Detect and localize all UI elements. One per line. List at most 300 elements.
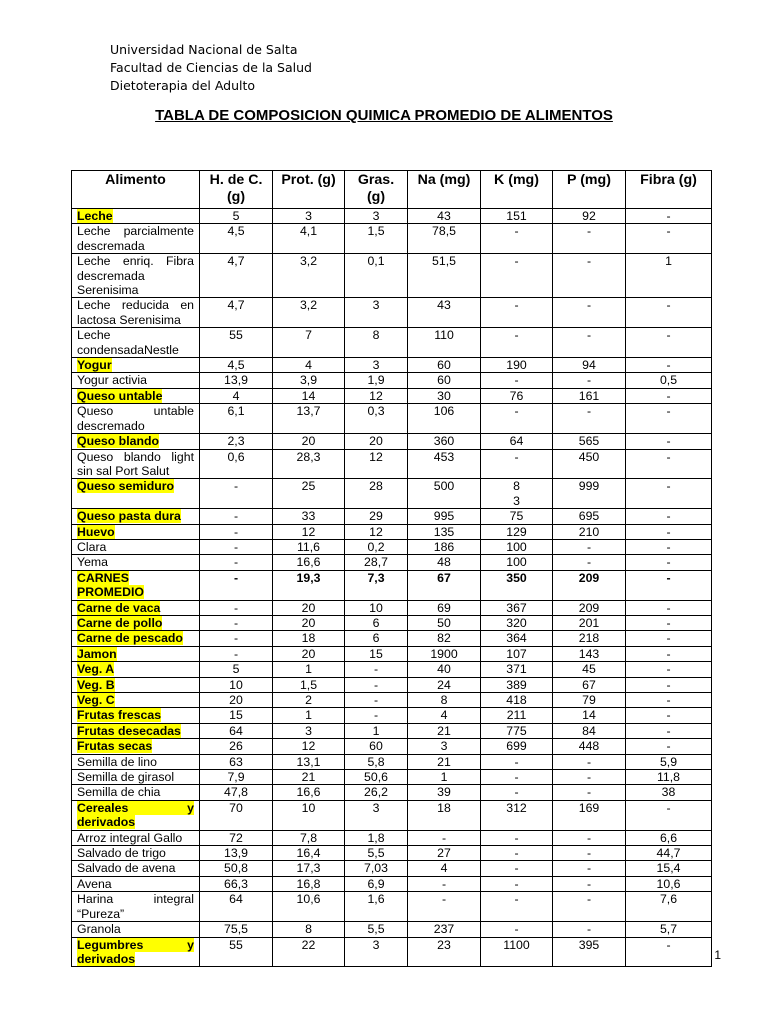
value-cell: 1100 [481,937,553,967]
value-cell: 14 [553,708,626,723]
value-cell: 151 [481,209,553,224]
value-cell: 6,1 [200,404,273,434]
value-cell: 364 [481,631,553,646]
value-cell: 29 [345,509,408,524]
food-name: Frutas frescas [77,708,162,723]
value-cell: - [626,479,712,509]
value-cell: 70 [200,800,273,830]
food-name: Clara [77,539,107,554]
table-row [72,328,712,358]
value-cell: - [553,846,626,861]
document-header [110,41,312,95]
value-cell: - [553,830,626,845]
value-cell: 38 [626,785,712,800]
value-cell: - [481,892,553,922]
food-name-cell [72,785,200,800]
composition-table [71,170,712,967]
food-name-cell [72,209,200,224]
food-name: Semilla de chia [77,785,161,800]
food-name: Yema [77,555,108,570]
value-cell: - [626,509,712,524]
value-cell: - [200,539,273,554]
value-cell: 100 [481,555,553,570]
food-name-cell [72,800,200,830]
food-name-cell [72,555,200,570]
value-cell: - [626,739,712,754]
value-cell: 320 [481,615,553,630]
value-cell: 67 [408,570,481,600]
value-cell: 5,9 [626,754,712,769]
value-cell: - [626,631,712,646]
value-cell: 25 [273,479,345,509]
value-cell: 3 [273,209,345,224]
header-sodio: Na (mg) [408,171,481,209]
value-cell: 10,6 [273,892,345,922]
value-cell: 11,6 [273,539,345,554]
value-cell: 4,7 [200,254,273,298]
food-name: Yogur [77,358,112,373]
value-cell: 23 [408,937,481,967]
value-cell: 4,7 [200,298,273,328]
table-row [72,600,712,615]
value-cell: 92 [553,209,626,224]
food-name: Frutas secas [77,739,153,754]
value-cell: 106 [408,404,481,434]
value-cell: - [626,328,712,358]
value-cell: - [481,876,553,891]
value-cell: 360 [408,434,481,449]
food-name-cell [72,615,200,630]
food-name-cell [72,739,200,754]
value-cell: 695 [553,509,626,524]
food-name: Leche parcialmente descremada [77,224,194,253]
value-cell: 64 [200,892,273,922]
value-cell: - [553,404,626,434]
table-row [72,209,712,224]
value-cell: - [481,754,553,769]
food-name: Queso semiduro [77,479,175,494]
value-cell: 14 [273,388,345,403]
value-cell: - [626,388,712,403]
value-cell: - [626,539,712,554]
value-cell: - [626,677,712,692]
value-cell: - [553,754,626,769]
value-cell: - [553,922,626,937]
table-row [72,846,712,861]
header-university: Universidad Nacional de Salta [110,42,298,57]
value-cell: 0,6 [200,449,273,479]
value-cell: - [481,254,553,298]
value-cell: 995 [408,509,481,524]
food-name-cell [72,631,200,646]
food-name-cell [72,846,200,861]
food-name-cell [72,570,200,600]
value-cell: 27 [408,846,481,861]
value-cell: 60 [408,358,481,373]
value-cell: 0,1 [345,254,408,298]
value-cell: 43 [408,298,481,328]
table-row [72,388,712,403]
table-row [72,708,712,723]
value-cell: - [345,662,408,677]
value-cell: 64 [200,723,273,738]
value-cell: 3 [408,739,481,754]
table-row [72,892,712,922]
value-cell: 7,03 [345,861,408,876]
value-cell: 43 [408,209,481,224]
value-cell: - [553,254,626,298]
food-name: Leche reducida en lactosa Serenisima [77,298,194,327]
value-cell: 12 [273,524,345,539]
table-row [72,693,712,708]
food-name-cell [72,254,200,298]
table-row [72,539,712,554]
value-cell: 1 [345,723,408,738]
value-cell: 3 [345,800,408,830]
value-cell: - [553,770,626,785]
value-cell: 169 [553,800,626,830]
food-name: Queso untable [77,388,163,403]
value-cell: 51,5 [408,254,481,298]
value-cell: 5,5 [345,846,408,861]
value-cell: 15 [345,646,408,661]
value-cell: 1,5 [345,224,408,254]
value-cell: 15 [200,708,273,723]
value-cell: 13,9 [200,846,273,861]
value-cell: 13,9 [200,373,273,388]
food-name: Carne de vaca [77,600,161,615]
value-cell: - [553,861,626,876]
value-cell: 16,8 [273,876,345,891]
value-cell: 4 [200,388,273,403]
food-name: Legumbres y derivados [77,937,194,966]
value-cell: 75 [481,509,553,524]
food-name-cell [72,539,200,554]
value-cell: - [200,646,273,661]
value-cell: 16,6 [273,555,345,570]
value-cell: 3 [345,209,408,224]
value-cell: 21 [408,723,481,738]
value-cell: 3 [273,723,345,738]
value-cell: - [626,693,712,708]
value-cell: 1 [408,770,481,785]
table-row [72,876,712,891]
value-cell: 44,7 [626,846,712,861]
value-cell: 6 [345,615,408,630]
value-cell: - [408,830,481,845]
value-cell: - [626,524,712,539]
value-cell: - [345,677,408,692]
header-faculty: Facultad de Ciencias de la Salud [110,60,312,75]
food-name-cell [72,861,200,876]
table-row [72,937,712,967]
value-cell: 69 [408,600,481,615]
food-name-cell [72,892,200,922]
value-cell: - [553,373,626,388]
food-name-cell [72,693,200,708]
food-name-cell [72,358,200,373]
food-name-cell [72,373,200,388]
value-cell: 18 [273,631,345,646]
value-cell: 67 [553,677,626,692]
header-fibra: Fibra (g) [626,171,712,209]
value-cell: 186 [408,539,481,554]
food-name-cell [72,524,200,539]
value-cell: - [481,328,553,358]
value-cell: - [553,224,626,254]
table-row [72,922,712,937]
value-cell: 190 [481,358,553,373]
table-row [72,723,712,738]
food-name-cell [72,677,200,692]
food-name: Yogur activia [77,373,147,388]
value-cell: 3,2 [273,298,345,328]
value-cell: 210 [553,524,626,539]
value-cell: 8 [273,922,345,937]
value-cell: 6,9 [345,876,408,891]
value-cell: - [626,937,712,967]
value-cell: 8 [345,328,408,358]
value-cell: - [481,846,553,861]
value-cell: 84 [553,723,626,738]
value-cell: 12 [345,524,408,539]
value-cell: 161 [553,388,626,403]
food-name: Salvado de avena [77,861,176,876]
value-cell: 4 [408,708,481,723]
value-cell: 10 [200,677,273,692]
value-cell: - [553,539,626,554]
food-name: Leche condensadaNestle [77,328,179,357]
value-cell: 453 [408,449,481,479]
value-cell: 60 [345,739,408,754]
table-row [72,662,712,677]
value-cell: - [481,830,553,845]
food-name: Avena [77,876,112,891]
food-name-cell [72,646,200,661]
food-name-cell [72,449,200,479]
value-cell: - [626,358,712,373]
value-cell: 26,2 [345,785,408,800]
value-cell: - [408,876,481,891]
food-name: Veg. C [77,693,115,707]
food-name-cell [72,708,200,723]
value-cell: 775 [481,723,553,738]
value-cell: 15,4 [626,861,712,876]
value-cell: 13,7 [273,404,345,434]
value-cell: 0,3 [345,404,408,434]
value-cell: 13,1 [273,754,345,769]
value-cell: 10 [345,600,408,615]
table-row [72,754,712,769]
food-name: Salvado de trigo [77,846,166,861]
value-cell: 1900 [408,646,481,661]
value-cell: 110 [408,328,481,358]
value-cell: - [626,662,712,677]
value-cell: 565 [553,434,626,449]
table-row [72,631,712,646]
value-cell: 63 [200,754,273,769]
food-name: Harina integral “Pureza” [77,892,194,921]
food-name: Jamon [77,646,117,661]
food-name-cell [72,754,200,769]
value-cell: - [408,892,481,922]
value-cell: - [626,434,712,449]
value-cell: - [200,524,273,539]
value-cell: - [200,555,273,570]
value-cell: 76 [481,388,553,403]
value-cell: 5 [200,662,273,677]
value-cell: 10 [273,800,345,830]
value-cell: 1 [273,662,345,677]
table-row [72,524,712,539]
value-cell: - [553,328,626,358]
value-cell: - [200,509,273,524]
food-name-cell [72,937,200,967]
value-cell: - [626,723,712,738]
header-fosforo: P (mg) [553,171,626,209]
value-cell: 20 [273,646,345,661]
value-cell: 135 [408,524,481,539]
value-cell: 64 [481,434,553,449]
value-cell: 4 [408,861,481,876]
value-cell: 3 [345,298,408,328]
value-cell: 4,1 [273,224,345,254]
table-body [72,209,712,967]
food-name: Veg. B [77,677,115,692]
value-cell: 7 [273,328,345,358]
value-cell: 48 [408,555,481,570]
header-proteinas: Prot. (g) [273,171,345,209]
value-cell: 79 [553,693,626,708]
value-cell: 20 [273,434,345,449]
value-cell: 22 [273,937,345,967]
value-cell: - [626,209,712,224]
value-cell: 33 [273,509,345,524]
value-cell: - [481,861,553,876]
table-row [72,861,712,876]
value-cell: - [200,600,273,615]
food-name-cell [72,388,200,403]
value-cell: 17,3 [273,861,345,876]
value-cell: 5,5 [345,922,408,937]
table-row [72,404,712,434]
food-name: Queso pasta dura [77,509,181,524]
value-cell: 8 [408,693,481,708]
value-cell: 1 [626,254,712,298]
value-cell: 5,7 [626,922,712,937]
food-name-cell [72,662,200,677]
value-cell: - [481,770,553,785]
header-course: Dietoterapia del Adulto [110,78,256,93]
table-row [72,298,712,328]
header-hidratos: H. de C. (g) [200,171,273,209]
value-cell: 50 [408,615,481,630]
value-cell: 0,2 [345,539,408,554]
value-cell: - [481,298,553,328]
food-name-cell [72,224,200,254]
table-row [72,373,712,388]
value-cell: 12 [345,388,408,403]
value-cell: 7,9 [200,770,273,785]
value-cell: 3 [345,937,408,967]
value-cell: 72 [200,830,273,845]
value-cell: - [626,555,712,570]
value-cell: 66,3 [200,876,273,891]
food-name-cell [72,479,200,509]
value-cell: 6,6 [626,830,712,845]
value-cell: 418 [481,693,553,708]
value-cell: - [626,600,712,615]
table-row [72,800,712,830]
value-cell: - [200,479,273,509]
value-cell: 2 [273,693,345,708]
value-cell: - [481,785,553,800]
value-cell: 45 [553,662,626,677]
value-cell: 1,8 [345,830,408,845]
value-cell: 4 [273,358,345,373]
food-name: Frutas desecadas [77,723,181,738]
food-name-cell [72,298,200,328]
value-cell: 11,8 [626,770,712,785]
food-name: Leche [77,209,113,223]
food-name-cell [72,922,200,937]
value-cell: 20 [345,434,408,449]
table-row [72,555,712,570]
value-cell: - [626,570,712,600]
value-cell: 8 3 [481,479,553,509]
value-cell: 367 [481,600,553,615]
value-cell: 19,3 [273,570,345,600]
value-cell: 699 [481,739,553,754]
value-cell: - [481,404,553,434]
value-cell: - [553,785,626,800]
value-cell: 450 [553,449,626,479]
value-cell: - [626,224,712,254]
value-cell: 20 [200,693,273,708]
value-cell: 94 [553,358,626,373]
food-name: CARNES PROMEDIO [77,570,144,600]
value-cell: - [626,708,712,723]
value-cell: 389 [481,677,553,692]
value-cell: 21 [408,754,481,769]
table-row [72,509,712,524]
value-cell: - [626,800,712,830]
table-row [72,358,712,373]
value-cell: 371 [481,662,553,677]
value-cell: 18 [408,800,481,830]
header-alimento: Alimento [72,171,200,209]
value-cell: 4,5 [200,224,273,254]
value-cell: 3,9 [273,373,345,388]
food-name-cell [72,328,200,358]
table-row [72,770,712,785]
food-name-cell [72,404,200,434]
document-title: TABLA DE COMPOSICION QUIMICA PROMEDIO DE ALIMENTOS [155,107,613,124]
value-cell: 350 [481,570,553,600]
value-cell: 4,5 [200,358,273,373]
value-cell: 50,6 [345,770,408,785]
value-cell: 3 [345,358,408,373]
value-cell: 7,3 [345,570,408,600]
table-row [72,449,712,479]
value-cell: 143 [553,646,626,661]
value-cell: 30 [408,388,481,403]
food-name: Carne de pollo [77,615,163,630]
food-name-cell [72,434,200,449]
value-cell: 60 [408,373,481,388]
value-cell: 21 [273,770,345,785]
value-cell: - [553,298,626,328]
